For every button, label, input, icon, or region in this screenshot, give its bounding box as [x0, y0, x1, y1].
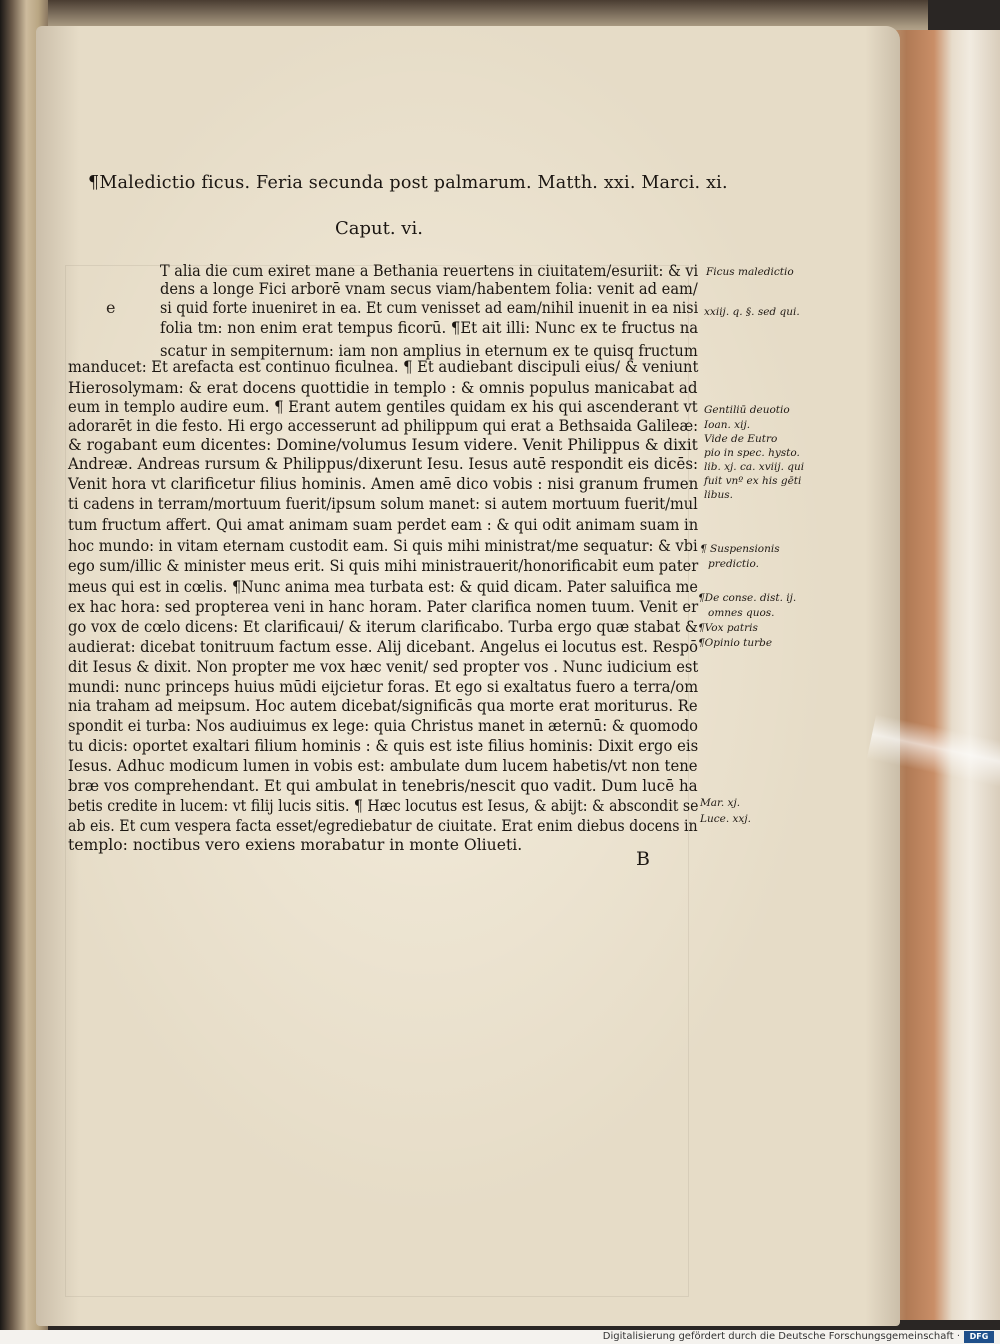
body-line: templo: noctibus vero exiens morabatur in monte Oliueti. [68, 836, 523, 854]
body-line: nia traham ad meipsum. Hoc autem dicebat/significās qua morte erat moriturus. Re [68, 697, 698, 715]
margin-note: lib. xj. ca. xviij. qui [704, 461, 805, 473]
body-line: eum in templo audire eum. ¶ Erant autem gentiles quidam ex his qui ascenderant vt [68, 398, 698, 416]
body-line: dit Iesus & dixit. Non propter me vox hæc venit/ sed propter vos . Nunc iudicium est [68, 658, 699, 676]
body-line: adorarēt in die festo. Hi ergo accesserunt ad philippum qui erat a Bethsaida Galileæ: [68, 417, 699, 435]
body-line: ab eis. Et cum vespera facta esset/egrediebatur de ciuitate. Erat enim diebus docens in [68, 817, 698, 835]
body-line: T alia die cum exiret mane a Bethania reuertens in ciuitatem/esuriit: & vi [160, 262, 699, 280]
margin-note: predictio. [708, 558, 759, 570]
margin-note: Luce. xxj. [700, 813, 751, 825]
body-line: Hierosolymam: & erat docens quottidie in templo : & omnis populus manicabat ad [68, 379, 698, 397]
margin-note: pio in spec. hysto. [704, 447, 800, 459]
margin-note: ¶Vox patris [698, 622, 758, 634]
margin-note: ¶Opinio turbe [698, 637, 773, 649]
margin-note: Ficus maledictio [706, 266, 794, 278]
chapter-heading: Caput. vi. [335, 218, 423, 239]
body-line: spondit ei turba: Nos audiuimus ex lege: quia Christus manet in æternū: & quomodo [68, 717, 698, 735]
body-line: ex hac hora: sed propterea veni in hanc horam. Pater clarifica nomen tuum. Venit er [68, 598, 699, 616]
footer-credit: Digitalisierung gefördert durch die Deutsche Forschungsgemeinschaft · [602, 1331, 960, 1342]
body-line: scatur in sempiternum: iam non amplius in eternum ex te quisq fructum [160, 342, 698, 360]
initial-guide-letter: e [106, 298, 116, 317]
body-line: si quid forte inueniret in ea. Et cum venisset ad eam/nihil inuenit in ea nisi [160, 299, 699, 317]
signature-mark: B [636, 848, 650, 870]
body-line: tum fructum affert. Qui amat animam suam perdet eam : & qui odit animam suam in [68, 516, 699, 534]
margin-note: Ioan. xij. [704, 419, 751, 431]
margin-note: Gentiliū deuotio [704, 404, 790, 416]
body-line: Venit hora vt clarificetur filius hominis. Amen amē dico vobis : nisi granum frumen [68, 475, 699, 493]
margin-note: omnes quos. [708, 607, 775, 619]
body-line: bræ vos comprehendant. Et qui ambulat in tenebris/nescit quo vadit. Dum lucē ha [68, 777, 698, 795]
body-line: mundi: nunc princeps huius mūdi eijcietur foras. Et ego si exaltatus fuero a terra/om [68, 678, 699, 696]
body-line: ego sum/illic & minister meus erit. Si quis mihi ministrauerit/honorificabit eum pater [68, 557, 699, 575]
body-line: Andreæ. Andreas rursum & Philippus/dixerunt Iesu. Iesus autē respondit eis dicēs: [68, 455, 699, 473]
margin-note: fuit vnº ex his gēti [704, 475, 802, 487]
margin-note: Mar. xj. [700, 797, 741, 809]
body-line: go vox de cœlo dicens: Et clarificaui/ & iterum clarificabo. Turba ergo quæ stabat & [68, 618, 699, 636]
body-line: Iesus. Adhuc modicum lumen in vobis est: ambulate dum lucem habetis/vt non tene [68, 757, 698, 775]
body-line: audierat: dicebat tonitruum factum esse. Alij dicebant. Angelus ei locutus est. Respō [68, 638, 698, 656]
margin-note: ¶ Suspensionis [700, 543, 780, 555]
body-line: betis credite in lucem: vt filij lucis sitis. ¶ Hæc locutus est Iesus, & abijt: & abscondit se [68, 797, 699, 815]
body-line: ti cadens in terram/mortuum fuerit/ipsum solum manet: si autem mortuum fuerit/mul [68, 495, 698, 513]
body-line: manducet: Et arefacta est continuo ficulnea. ¶ Et audiebant discipuli eius/ & veniunt [68, 358, 699, 376]
body-line: hoc mundo: in vitam eternam custodit eam. Si quis mihi ministrat/me sequatur: & vbi [68, 537, 698, 555]
body-line: folia tm: non enim erat tempus ficorū. ¶Et ait illi: Nunc ex te fructus na [160, 319, 699, 337]
margin-note: Vide de Eutro [704, 433, 778, 445]
body-line: meus qui est in cœlis. ¶Nunc anima mea turbata est: & quid dicam. Pater saluifica me [68, 578, 698, 596]
body-line: & rogabant eum dicentes: Domine/volumus Iesum videre. Venit Philippus & dixit [68, 436, 698, 454]
margin-note: xxiij. q. §. sed qui. [704, 306, 800, 318]
running-head: ¶Maledictio ficus. Feria secunda post palmarum. Matth. xxi. Marci. xi. [88, 172, 728, 193]
margin-note: libus. [704, 489, 733, 501]
dfg-logo: DFG [964, 1331, 994, 1343]
body-line: dens a longe Fici arborē vnam secus viam/habentem folia: venit ad eam/ [160, 280, 698, 298]
body-line: tu dicis: oportet exaltari filium hominis : & quis est iste filius hominis: Dixit ergo eis [68, 737, 699, 755]
margin-note: ¶De conse. dist. ij. [698, 592, 797, 604]
